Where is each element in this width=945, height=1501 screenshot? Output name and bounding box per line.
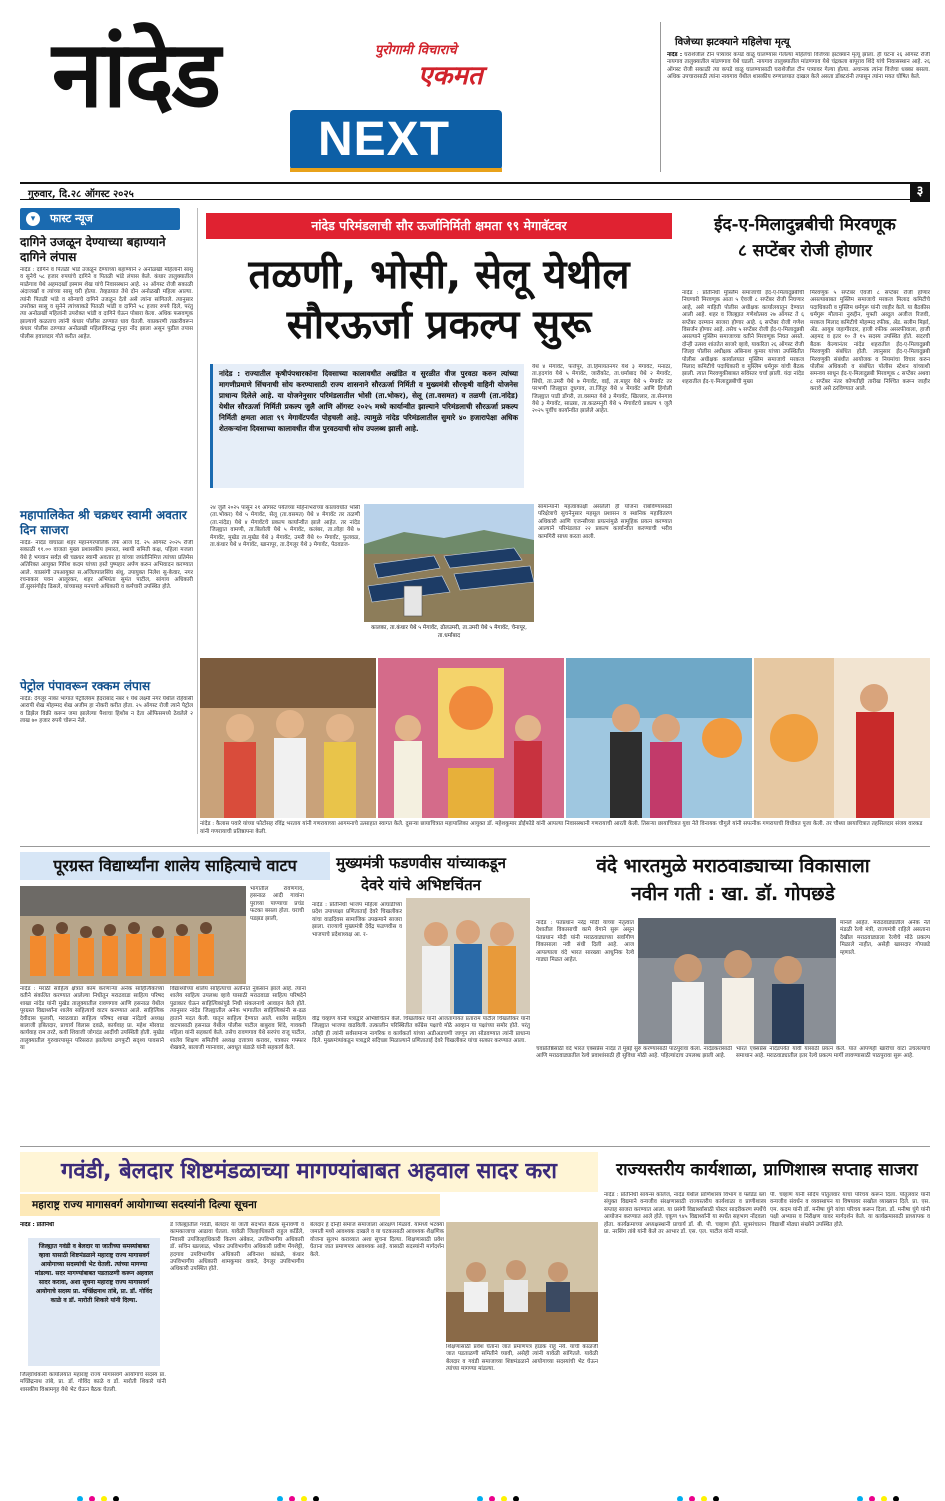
cm-felicitation-image: [406, 898, 530, 1014]
vande-bharat-headline-line2: नवीन गती : खा. डॉ. गोपछडे: [631, 883, 835, 905]
gawandi-highlight-box: जिल्ह्यात गवंडी व बेलदार या जातीच्या समस्यांबाबत व्हावा यासाठी शिष्टमंडळाने महाराष्ट्र राज्य मागासवर्ग आयोगाच्या सदस्यांची भेट घेतली. त्यांच्या मागण्या मांडल्या. सदर मागण्यांबाबत पडताळणी करून अहवाल सादर करावा, अशा सूचना महाराष्ट्र राज्य मागासवर्ग आयोगाचे सदस्य प्रा. मच्छिंद्रनाथ तांबे, प्रा. डॉ. गोविंद काळे व डॉ. मारोती शिकारे यांनी दिल्या.: [28, 1238, 160, 1366]
page-number: ३: [910, 182, 930, 202]
chevron-down-icon: ▾: [26, 212, 40, 226]
cm-felicitation-photo: [406, 898, 530, 1014]
solar-headline: [206, 250, 672, 350]
vande-bharat-body-col1: नांदेड : पंतप्रधान नरेंद्र मोदी यांच्या नेतृत्वात देशातील विकासाची कामे वेगाने सुरू असून पंतप्रधान मोदी यांनी मराठवाड्याच्या सर्वांगीण विकासाला नवी संधी दिली आहे. आज आपल्याला वंदे भारत सारख्या आधुनिक रेल्वे गाड्या मिळत आहेत.: [536, 920, 634, 964]
gawandi-body-col2: डे जिल्ह्यातील गवंडी, बेलदार या जाती संदर्भात बैठक सुनावणी व कामकाजाचा आढावा घेतला. यावेळी जिल्हाधिकारी राहुल कर्डिले, निवासी उपजिल्हाधिकारी किरण अंबेकर, उपविभागीय अधिकारी डॉ. सचिन खल्लाळ, भोकर उपविभागीय अधिकारी प्रवीण मेंगशेट्टी, हदगाव उपविभागीय अधिकारी अविनाश कांबळे, कंधार उपविभागीय अधिकारी शामकुमार वाकरे, देगलूर उपविभागीय अधिकारी उपस्थित होते.: [170, 1222, 304, 1273]
flood-side-text: भागातील रावणगाव, हसनाळ आदी गावांना पुराच्या पाण्याचा प्रचंड फटका बसला होता. घराची पडझड झाली,: [250, 886, 304, 922]
ganesh-photo-strip: [200, 658, 930, 820]
flood-headline: पूरग्रस्त विद्यार्थ्यांना शालेय साहित्याचे वाटप: [20, 852, 330, 880]
top-story-body: [667, 52, 930, 156]
edition-label: NEXT: [318, 113, 451, 166]
cm-headline-line1: मुख्यमंत्री फडणवीस यांच्याकडून: [336, 854, 506, 872]
ganesh-photo-1-image: [200, 658, 376, 818]
brand-tagline: पुरोगामी विचाराचे: [375, 43, 457, 58]
solar-headline-line1: तळणी, भोसी, सेलू येथील: [248, 252, 630, 298]
vande-bharat-body-col3: चवप्रतिष्ठेसाठी वंदे भारत एक्सप्रेस नांदेड ते मुंबई सुरु करण्यासाठी पाठपुरावा केला. नांदेडकरांसाठी आणि मराठवाड्यातील रेल्वे प्रवाशांसाठी ही सुविधा मोठी आहे. पहिल्यांदाच उपलब्ध झाली आहे.: [536, 1046, 732, 1060]
photo-ganesh-1: [200, 658, 376, 818]
gawandi-body-col3: बेलदार हे दोन्ही समाज समाजाला आरक्षण मिळावे. यामध्ये भटक्या जमाती मध्ये आवश्यक दाखले व या घटकासाठी आवश्यक शैक्षणिक योजना सुलभ कराव्यात अशा सूचना दिल्या. शिक्षणासाठी प्रवेश घेताना जात प्रमाणपत्र आवश्यक आहे. यासाठी सदस्यांनी मार्गदर्शन केले.: [310, 1222, 444, 1258]
newspaper-title: नांदेड: [52, 21, 219, 128]
vande-bharat-image: [638, 918, 836, 1044]
fast-news-headline-1: दागिने उजळून देण्याच्या बहाण्याने दागिने लंपास: [20, 235, 166, 264]
solar-photo-caption: कालका, ता.कंधार येथे ५ मेगावॅट, ढोलउमरी, ता.उमरी येथे ५ मेगावॅट, चेनापूर, ता.धर्माबाद: [371, 625, 527, 639]
cm-body-col1: नांदेड : प्रतिनिधी भाजप महिला आघाडीच्या प्रदेश उपाध्यक्षा प्रणिताताई देवरे चिखलीकर यांचा वाढदिवस सामाजिक उपक्रमाने साजरा झाला. राज्याचे मुख्यमंत्री देवेंद्र फडणवीस व भाजपाचे प्रदेशाध्यक्ष आ. र-: [312, 902, 402, 938]
gawandi-meeting-image: [446, 1222, 598, 1342]
eid-body-col1: नांदेड : प्रतिनिधी मुस्लिम समाजाची ईद-ए-मिलादुन्नबीची निघणारी मिरवणूक आता ५ ऐवजी ८ सप्टेंबर रोजी निघणार आहे, असे माहिती पोलीस अधीक्षक कार्यालयातून देण्यात आली आहे. शहर व जिल्ह्यात गणेशोत्सव २७ ऑगस्ट ते ६ सप्टेंबर दरम्यान साजरा होणार आहे. ६ सप्टेंबर रोजी गणेश विसर्जन होणार आहे. तसेच ५ सप्टेंबर रोजी ईद-ए-मिलादुन्नबी असल्याने मुस्लिम समाजाच्या वतीने मिरवणूक निघत असते. दोन्ही उत्सव शांततेत साजरे व्हावे, याकरिता २६ ऑगस्ट रोजी जिल्हा पोलीस अधीक्षक अबिनाश कुमार यांच्या उपस्थितीत पोलीस अधीक्षक कार्यालयात मुस्लिम समाजाचे मरकज मिलाद कमिटीचे पदाधिकारी व मुस्लिम धर्मगुरू यांची बैठक झाली. त्यात मिरवणुकीबाबत सविस्तर चर्चा झाली. यंदा नांदेड शहरातील ईद-ए-मिलादुन्नबीची मुख्य: [682, 290, 804, 385]
eid-headline-line1: ईद-ए-मिलादुन्नबीची मिरवणूक: [714, 215, 896, 235]
fast-news-headline-2: महापालिकेत श्री चक्रधर स्वामी अवतार दिन साजरा: [20, 508, 187, 537]
issue-date: गुरुवार, दि.२८ ऑगस्ट २०२५: [28, 189, 134, 200]
solar-panels-photo: [364, 504, 534, 622]
solar-lead: नांदेड : राज्यातील कृषीपंपधारकांना दिवसाच्या कालावधीत अखंडित व सुरळीत वीज पुरवठा करुन त्यांच्या मागणीप्रमाणे सिंचनाची सोय करण्यासाठी राज्य शासनाने सौरऊर्जा निर्मिती व मुख्यमंत्री सौरकृषी वाहिनी योजनेस प्राधान्य दिलेले आहे. या योजनेनुसार परिमंडलातील भोसी (ता.भोकर), सेलू (ता.वसमत) व तळणी (ता.नांदेड) येथील सौरऊर्जा निर्मिती प्रकल्प जुलै आणि ऑगस्ट २०२५ मध्ये कार्यान्वीत झाल्याने परिमंडलाची सौरऊर्जा प्रकल्प निर्मिती क्षमता आता ९९ मेगावॅटपर्यंत पोहचली आहे. त्यामुळे नांदेड परिमंडलातील सुमारे ४० हजारापेक्षा अधिक शेतकऱ्यांना दिवसाच्या कालावधीत वीज पुरवठयाची सोय उपलब्ध झाली आहे.: [210, 364, 524, 488]
eid-headline: [680, 212, 930, 264]
solar-banner: नांदेड परिमंडलाची सौर ऊर्जानिर्मिती क्षमता ९९ मेगावॅटवर: [206, 213, 672, 239]
fast-news-body-3: नांदेड: देगलूर नाका भागात पेट्रोलियम हैदराबाद नंबर १ येथे लक्ष्मी नगर येथील रहिवासी आरापी शेख मोहम्मद शेख अजीम हा नोकरी करीत होता. २५ ऑगस्ट रोजी त्याने पेट्रोल व डिझेल विक्री करून जमा झालेल्या पैशाचा हिशोब न देता ऑफिसमध्ये ठेवलेले २ लाख ७० हजार रुपये चोरून नेले.: [20, 696, 193, 725]
cm-headline: [312, 852, 530, 896]
cm-headline-line2: देवरे यांचे अभिष्टचिंतन: [361, 876, 481, 894]
cm-body-col2: वींद्र चव्हाण यांनी पत्राद्वारे अभिष्टचिंतन केले. चिखलीकर यांनी आजतागायत प्रताराम पाटील चिखलीकर यांनी जिल्ह्यात भाजपा वाढविली. तत्कालीन परिस्थितीत काँग्रेस पक्षाचे मोठे आव्हान या पक्षांच्या समोर होते. परंतु तरीही ही त्यांनी सर्वसामान्य नागरिक व कार्यकर्ता यांच्या अडीअडचणी जाणून त्या सोडवण्यात त्यांनी प्राधान्य दिले. मुख्यमंत्र्यांकडून पत्राद्वारे सदिच्छा मिळाल्याने प्रणिताताई देवरे चिखलीकर यांचा सत्कार करण्यात आला.: [312, 1016, 530, 1045]
solar-panels-image: [364, 504, 534, 622]
eid-body-col2: मिरवणूक ५ सप्टेंबर ऐवजी ८ सप्टेंबर रोजी होणार असल्याबाबत मुस्लिम समाजाचे मरकज मिलाद कमिटीचे पदाधिकारी व मुस्लिम धर्मगुरू यांनी जाहीर केले. या बैठकीस धर्मगुरू मौलाना नुरुद्दीन, मुफ्ती अब्दुल अजीज रिजवी, मरकज मिलाद कमिटीचे मोहम्मद रफीक, ॲड. सलीम मिर्झा, ॲड. आयुब जहागीरदार, हाजी रफीक असरफीवाला, हाजी अहमद व इतर १० ते १५ सदस्य उपस्थित होते. सदरची बैठक केल्यानंतर नांदेड शहरातील ईद-ए-मिलादुन्नबी मिरवणुकी संबंधित होती. त्यानुसार ईद-ए-मिलादुन्नबी मिरवणुकी संबंधीत आयोजक व नियमांचा विचार करुन पोलीस अधिकारी व संबंधित पोलीस स्टेशन यांच्याशी समन्वय साधून ईद-ए-मिलादुन्नबी मिरवणूक ८ सप्टेंबर अथवा ८ सप्टेंबर नंतर कोणतीही तारीख निश्चित करून जाहीर करावे असे ठरविण्यात आले.: [810, 290, 930, 393]
vande-bharat-body-col2: मानले आहेत. मराठवाड्यातील अनेक नेते मंडळी रेल्वे मंत्री, राज्यमंत्री राहिले असताना देखील मराठवाड्याला रेल्वेचे मोठे प्रकल्प मिळाले नाहीत, असेही खासदार गोपछडे म्हणाले.: [840, 920, 930, 956]
ganesh-photo-3-image: [566, 658, 752, 818]
photo-strip-caption: नांदेड : कैलास पवारे यांच्या फोटोसह रविंद्र भरताय यांनी गणरायाच्या आगमनाचे उत्साहात स्वागत केले. दुसऱ्या छायाचित्रात महापालिका आयुक्त डॉ. महेशकुमार डोईफोडे यांनी आपल्या निवासस्थानी गणरायाची आरती केली. तिसऱ्या छायाचित्रात युवा नेते विनायक चौगुले यांनी सपत्नीक गणरायाची विधीवत पूजा केली. तर चौथ्या छायाचित्रात तहसिलदार संजय वारकड यांनी गणरायाची प्रतिष्ठापना केली.: [200, 821, 923, 835]
vande-bharat-photo: [638, 918, 836, 1044]
flood-students-image: [20, 886, 246, 984]
workshop-headline: राज्यस्तरीय कार्यशाळा, प्राणिशास्त्र सप्ताह साजरा: [616, 1160, 918, 1180]
solar-body-right-2: सामान्यांनी महत्वाकांक्षी असलेली ही योजना राबविण्यासाठी परिक्षेत्राचे सुचनेनुसार महसूल प्रशासन व स्थानिक महावितरण अधिकारी आणि एजन्सीच्या प्रयत्नांमुळे सामूहिक प्रयत्न करण्यात आल्याने परिमंडलात २२ प्रकल्प कार्यान्वीत करण्याची भरीव कामगिरी साध्य करता आली.: [538, 504, 672, 540]
section-divider-2: [20, 1146, 930, 1147]
solar-body-right: येथे ४ मेगावॅट, फत्तेपूर, ता.हिमायतनगर येथे ३ मेगावॅट, मनाठा, ता.हदगांव येथे ५ मेगावॅट, जारीकोट, ता.धर्माबाद येथे २ मेगावॅट, सिंधी, ता.उमरी येथे ७ मेगावॅट, वाई, ता.माहूर येथे ५ मेगावॅट तर परभणी जिल्ह्यात दुधगाव, ता.जिंतूर येथे ४ मेगावॅट आणि हिंगोली जिल्ह्यात पाडी डोंगरी, ता.वसमत येथे ३ मेगावॅट, खिल्लार, ता.सेनगाव येथे ३ मेगावॅट, साळ्या, ता.कळमनुरी येथे ५ मेगावॅटचे प्रकल्प ९ जुलै २०२५ पूर्वीच कार्यान्वीत झालेले आहेत.: [532, 364, 672, 415]
photo-ganesh-2: [378, 658, 564, 818]
flood-students-photo: [20, 886, 246, 984]
fast-news-header: [20, 208, 180, 230]
section-divider: [20, 846, 930, 847]
workshop-body-col1: नांदेड : प्रतिनिधी सायन्स कॉलेज, नांदेड येथील प्राणिशास्त्र विभाग व फ्लॅडेड ब्ला संयुक्त विद्यमाने वन्यजीव संरक्षणासाठी राज्यस्तरीय कार्यशाळा व प्राणीशास्त्र सप्ताह साजरा करण्यात आला. या प्रसंगी विद्यार्थ्यांसाठी पोस्टर सादरीकरण स्पर्धेचे आयोजन करण्यात आले होते. एकूण ९४५ विद्यार्थ्यांनी या स्पर्धेत सहभाग नोंदवला होता. कार्यक्रमाच्या अध्यक्षस्थानी प्राचार्य डॉ. बी. पी. चव्हाण होते. सूत्रसंचालन प्रा. नरसिंग तांबे यांनी केले तर आभार डॉ. एस. एल. पाटील यांनी मानले.: [604, 1192, 766, 1236]
vande-bharat-headline-line1: वंदे भारतमुळे मराठवाड्याच्या विकासाला: [596, 855, 870, 877]
date-bar: [20, 182, 930, 200]
masthead: [20, 10, 660, 178]
solar-body-left: २४ जुलै २०२५ पासून २१ ऑगस्ट पर्यंतच्या महिनाभराच्या कालावधीत भोसी (ता.भोकर) येथे ५ मेगावॅट, सेलू (ता.वसमत) येथे ४ मेगावॅट तर तळणी (ता.नांदेड) येथे ४ मेगावॅटचे प्रकल्प कार्यान्वीत झाले आहेत. तर नांदेड जिल्ह्यात वामणी, ता.बिलोली येथे ५ मेगावॅट, कलंबर, ता.लोहा येथे ७ मेगावॅट, मुखेड ता.मुखेड येथे ३ मेगावॅट, उमरी येथे १० मेगावॅट, फुलवळ, ता.कंधार येथे ४ मेगावॅट, खानापूर, ता.देगलूर येथे ३ मेगावॅट, पेठवडज-: [210, 505, 360, 549]
workshop-body-col2: पी. चव्हाण यांनी सदिप पोतुलवार यांचा परिचय करून दिला. पोतुलवार यांनी वन्यजीव संवर्धन व व्यवस्थापन या विषयावर सखोल व्याख्यान दिले. प्रा. एस. एम. कदम यांनी डॉ. मनीषा घुंगे यांचा परिचय करून दिला. डॉ. मनीषा घुंगे यांनी पक्षी अभ्यास व निरीक्षण यावर मार्गदर्शन केले. या कार्यक्रमासाठी प्राध्यापक व विद्यार्थी मोठ्या संख्येने उपस्थित होते.: [770, 1192, 930, 1228]
solar-headline-line2: सौरऊर्जा प्रकल्प सुरू: [286, 302, 592, 348]
gawandi-subhead: महाराष्ट्र राज्य मागासवर्ग आयोगाच्या सदस्यांनी दिल्या सूचना: [20, 1194, 440, 1216]
brand-logo: एकमत: [418, 61, 483, 91]
fast-news-label: फास्ट न्यूज: [50, 212, 93, 225]
photo-ganesh-4: [754, 658, 930, 818]
top-story: [660, 22, 930, 172]
eid-headline-line2: ८ सप्टेंबर रोजी होणार: [737, 241, 873, 261]
ganesh-photo-4-image: [754, 658, 930, 818]
top-story-text: घराशेजील टीन पत्र्यावर कपडे वाळू घालण्यास गेलेल्या महिलेचा विजेच्या झटक्याने मृत्यू झाला. ही घटना २६ ऑगस्ट रोजी नायगाव तालुक्यातील मांडणगाव येथे घडली. नायगाव तालुक्यातील मांडणगाव येथे चंद्रकला बापूराव शिंदे यांचे निवासस्थान आहे. २६ ऑगस्ट रोजी सकाळी त्या कपडे वाळू घालण्यासाठी घराशेजील टीन पत्र्यावर गेल्या होत्या. अचानक त्यांना विजेचा धक्का बसला. अधिक उपचारासाठी त्यांना नायगाव येथील शासकीय रुग्णालयात दाखल केले असता डॉक्टरांनी तपासून त्यांना मयत घोषित केले.: [667, 52, 930, 81]
top-story-byline: नांदेड :: [667, 52, 683, 58]
gawandi-body-col1: जिल्हाधिकारी कार्यालयात महाराष्ट्र राज्य मागासवर्ग आयोगाचे सदस्य प्रा. मच्छिंद्रनाथ तांबे, प्रा. डॉ. गोविंद काळे व डॉ. मारोती शिकारे यांनी शासकीय विश्रामगृह येथे भेट घेऊन बैठक घेतली.: [20, 1372, 166, 1393]
fast-news-column: [20, 208, 198, 834]
gawandi-headline: गवंडी, बेलदार शिष्टमंडळाच्या मागण्यांबाबत अहवाल सादर करा: [20, 1152, 598, 1192]
logo-swoosh: [290, 168, 502, 172]
print-registration-bar: [20, 1488, 930, 1496]
fast-news-body-1: नांदेड : दागिने व पितळी भांडे उजळून देण्याच्या बहाण्याने २ अनोळखी महिलांनी सासू व सुनेचे ५८ हजार रुपयांचे दागिने व पितळी भांडे लंपास केले. कंधार तालुक्यातील माळेगाव येथे अहमदखाँ इस्माम शेख यांचे निवासस्थान आहे. २२ ऑगस्ट रोजी सकाळी अंदाजखाँ व त्यांच्या सासू घरी होत्या. तेव्हढयात तेथे दोन अनोळखी महिला आल्या. त्यांनी पितळी भांडे व सोन्याचे दागिने उजळून देतो असे त्यांना सांगितले. त्यानुसार उपरोक्त सासू व सुनेने त्यांच्याकडे पितळी भांडी व दागिने ५८ हजार रुपये दिले, परंतु त्या अनोळखी महिलांनी उपरोक्त भांडी व दागिने घेऊन पोबारा केला. अधिक फसवणूक झाल्याचे कळताच त्यांनी कंधार पोलीस ठाण्यात धाव घेतली. याप्रकरणी तक्रारीवरून कंधार पोलीस ठाण्यात अनोळखी महिलांविरुद्ध गुन्हा नोंद झाला असून पुढील तपास पोलीस हवालदार गोते करीत आहेत.: [20, 267, 193, 340]
top-story-headline: विजेच्या झटक्याने महिलेचा मृत्यू: [675, 37, 790, 48]
fast-news-body-2: नांदेड- नांदेड वाघाळा शहर महानगरपालिके तर्फे आज दि. २५ ऑगस्ट २०२५ रोजी सकाळी ११.०० वाजता मुख्य प्रशासकीय इमारत, स्थायी समिती कक्ष, पहिला मजला येथे हे भगवान सर्वज्ञ श्री चक्रधर स्वामी अवतार हा यांच्या जयंतीनिमित्त त्यांच्या प्रतिमेस अतिरिक्त आयुक्त गिरिश कदम यांच्या हस्ते पुष्पहार अर्पण करुन अभिवादन करण्यात आले. याप्रसंगी उपआयुक्त स.अजितपालसिंघ संधू, उपायुक्त निलेश सु-केवार, नगर रचनाकार पवन आलूरकर, शहर अभियंता सुमंत पाटील, सांगाय अधिकारी डॉ.सुरसंगोईद ढिसले, यांच्यासह मनपाचे अधिकारी व कर्मचारी उपस्थित होते.: [20, 540, 193, 591]
flood-body-col1: नांदेड : मराठी साहित्य क्षेत्रात काम करणाऱ्या अनेक साहित्यिकांच्या वतीने संकलित करण्यात आलेल्या निधीतून मराठवाडा साहित्य परिषद शाखा नांदेड यांनी मुखेड तालुक्यातील रावणगाव आणि हसनाळ येथील पूरग्रस्त विद्यार्थ्यांना शालेय साहित्याचे वाटप करण्यात आले. साहित्यिक देवीदास फुलारी, मराठवाडा साहित्य परिषद शाखा नांदेडचे अध्यक्ष बालाजी इबितदार, प्राचार्य विलास दवळे, कार्यवाह प्रा. महेश मोरवाड कार्यवाह राम तरटे, कवी शिवाजी जोगदंड आदींची उपस्थिती होती. मुखेड तालुक्यातील गुरुवारपासून परिसरात झालेल्या ढगफुटी सदृश्य पावसाने या: [20, 986, 164, 1052]
gawandi-byline: नांदेड : प्रतिनिधी: [20, 1222, 54, 1228]
flood-body-col2: विद्यार्थ्यांच्या शालेय साहित्याचा अतोनात नुकसान झाले आहे. त्यांना शालेय साहित्य उपलब्ध व्हावे यासाठी मराठवाडा साहित्य परिषदेने पुढाकार घेऊन साहित्यिकांपुढे निधी संकलनाचे आवाहन केले होते. त्यानुसार नांदेड जिल्ह्यातील अनेक भागातील साहित्यिकांनी स-ढळ हाताने मदत केली. यातून साहित्य देण्यात आले. शालेय साहित्य वाटपासाठी हसनाळ येथील पोलीस पाटील बाबुराव शिंदे, गावकरी महिला यांनी सहकार्य केले. तसेच रावणगाव येथे सरपंच राजू पाटील, शालेय शिक्षण समितीचे अध्यक्ष दत्तात्रय करावर, पत्रकार गफ्फार शेखकरे, बालाजी ग्यानावार, अवधूत बंडाळे यांनी सहकार्य केले.: [170, 986, 306, 1052]
gawandi-meeting-photo: [446, 1222, 598, 1342]
photo-ganesh-3: [566, 658, 752, 818]
vande-bharat-headline: [536, 852, 930, 908]
registration-marks: [20, 1495, 930, 1501]
fast-news-headline-3: पेट्रोल पंपावरून रक्कम लंपास: [20, 679, 151, 693]
gawandi-body-col4: शिक्षणासाठी प्रवेश घेताना जात प्रमाणपत्र हाडक राहू नये. याची काळजी जात पडताळणी समितीने घ्यावी, असेही त्यांनी यावेळी सांगितले. यावेळी बेलदार व गवंडी समाजाच्या शिष्टमंडळाने आयोगाच्या सदस्यांची भेट घेऊन त्यांच्या मागण्या मांडल्या.: [446, 1344, 598, 1373]
vande-bharat-body-col4: भारत एक्सप्रेस नांदेडपर्यंत यावी यासाठी प्रयत्न केले. यात आपणही खारीचा वाटा उचलल्याचे समाधान आहे. मराठवाड्यातील इतर रेल्वे प्रकल्प मार्गी लावण्यासाठी पाठपुरावा सुरू आहे.: [736, 1046, 930, 1060]
ganesh-photo-2-image: [378, 658, 564, 818]
